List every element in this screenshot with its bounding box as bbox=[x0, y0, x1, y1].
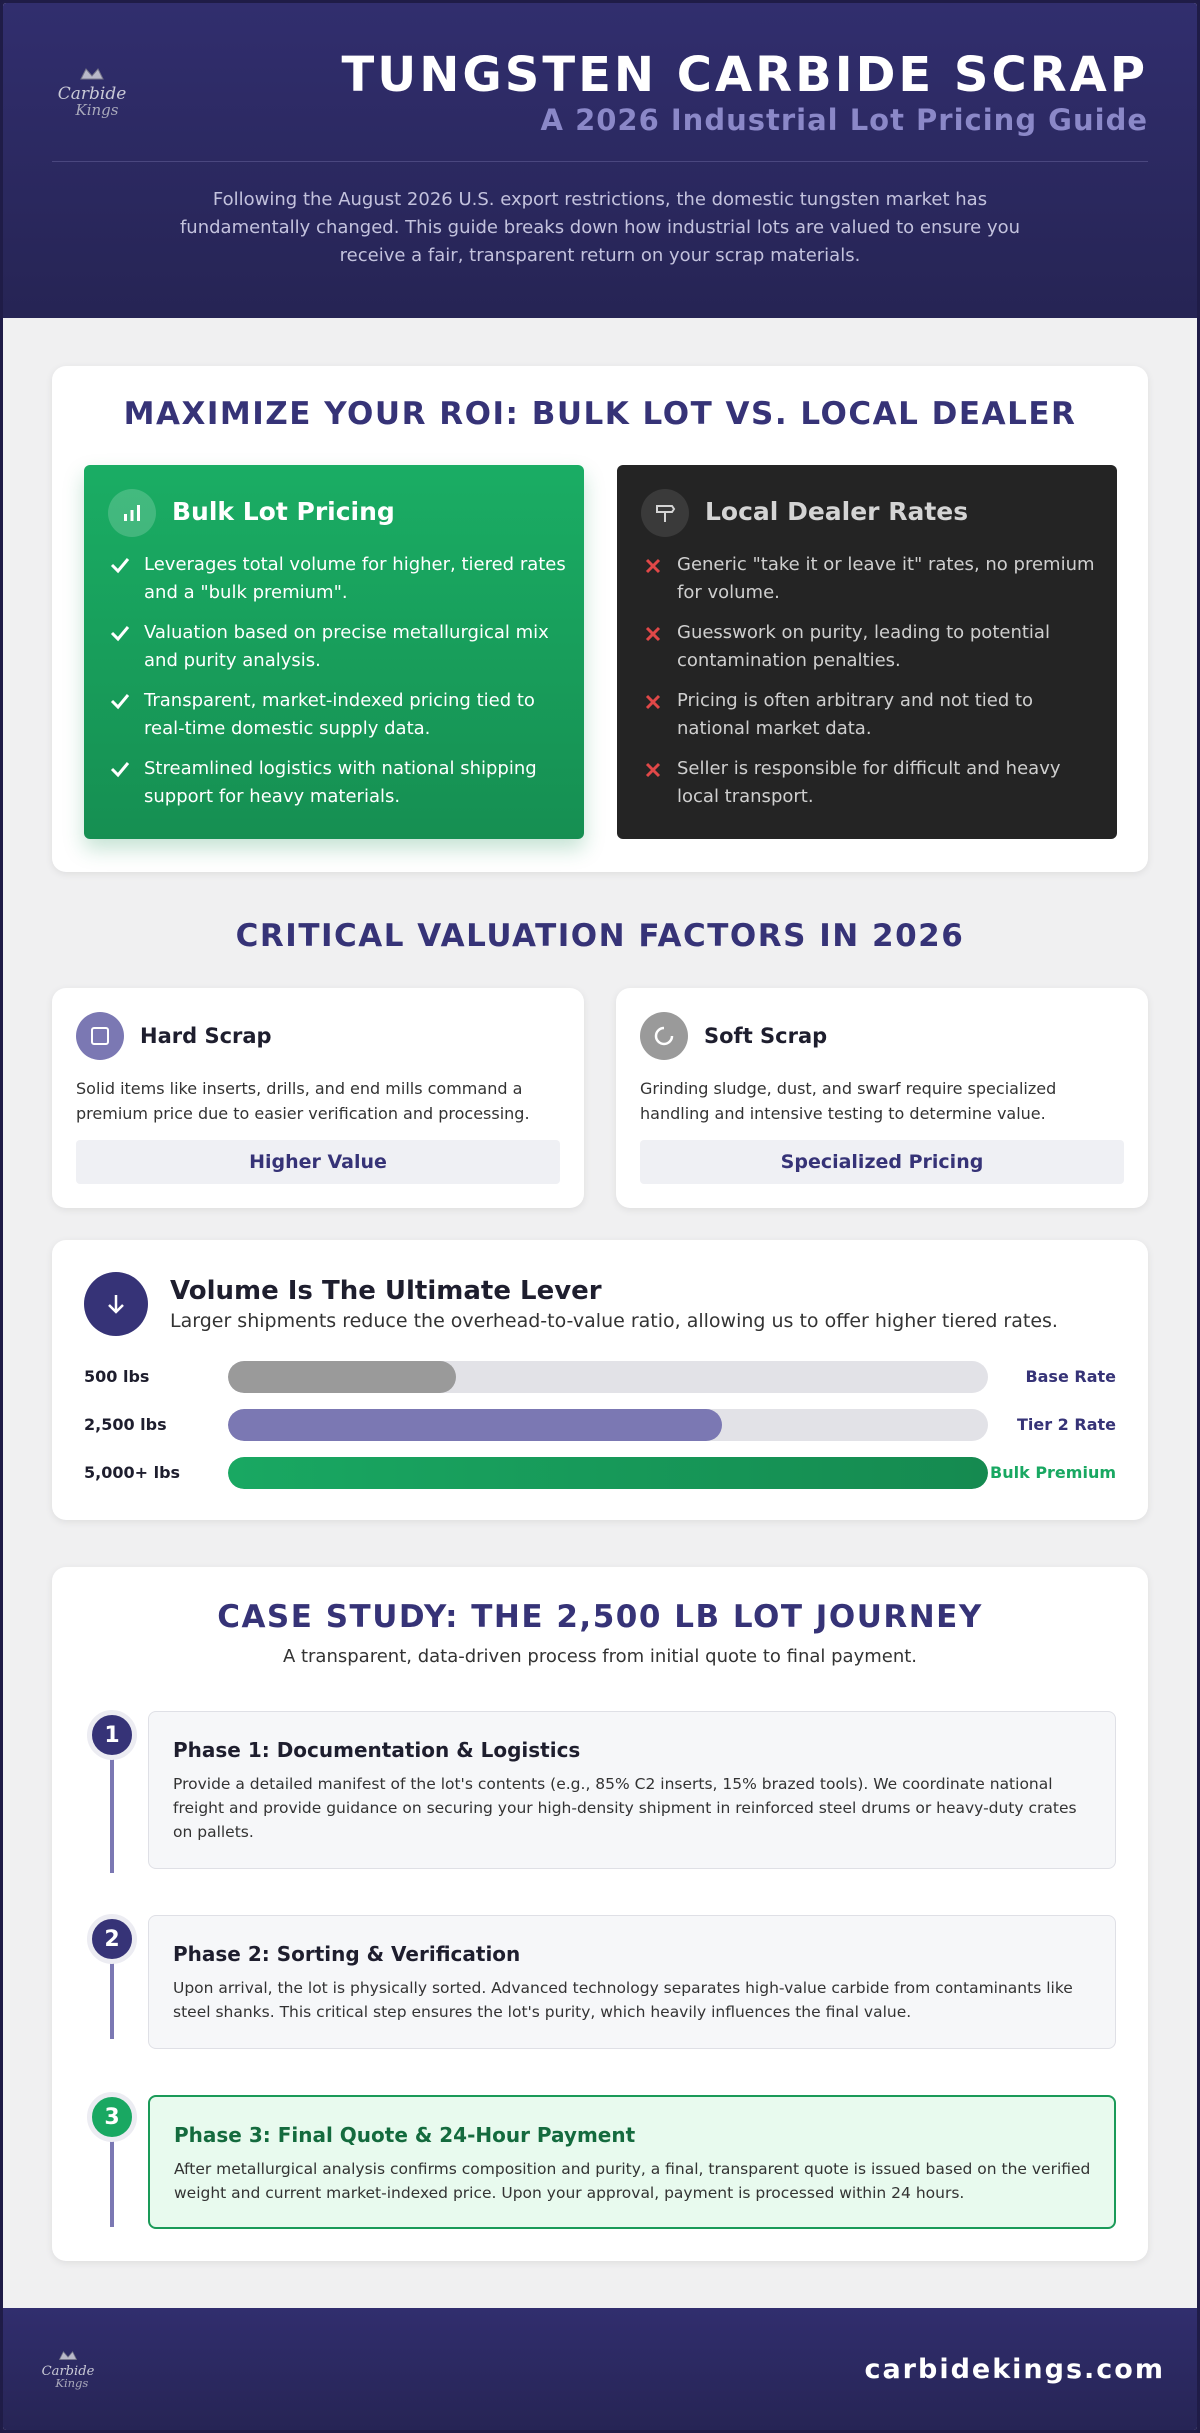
tier-weight: 5,000+ lbs bbox=[84, 1463, 181, 1482]
phase-card-final bbox=[148, 2095, 1116, 2229]
volume-heading: Volume Is The Ultimate Lever bbox=[170, 1276, 602, 1306]
tier-bar-fill bbox=[228, 1457, 988, 1489]
phase-card bbox=[148, 1711, 1116, 1869]
phase-description: Provide a detailed manifest of the lot's contents (e.g., 85% C2 inserts, 15% brazed tools). We coordinate national freight and provide guidance on securing your high-density shipment in reinforced steel drums or heavy-duty crates on pallets. bbox=[173, 1775, 1077, 1841]
hard-scrap-heading: Hard Scrap bbox=[140, 1024, 272, 1048]
tier-weight: 500 lbs bbox=[84, 1367, 150, 1386]
tier-weight: 2,500 lbs bbox=[84, 1415, 167, 1434]
phase-heading: Phase 1: Documentation & Logistics bbox=[173, 1738, 581, 1762]
check-icon bbox=[108, 621, 132, 645]
volume-tier-row bbox=[84, 1409, 1116, 1441]
soft-scrap-description: Grinding sludge, dust, and swarf require specialized handling and intensive testing to determine value. bbox=[640, 1079, 1057, 1123]
tier-bar-track bbox=[228, 1361, 988, 1393]
soft-scrap-heading: Soft Scrap bbox=[704, 1024, 828, 1048]
bar-chart-icon bbox=[108, 489, 156, 537]
list-item: Transparent, market-indexed pricing tied to real-time domestic supply data. bbox=[108, 687, 568, 743]
phase-description: After metallurgical analysis confirms composition and purity, a final, transparent quote is issued based on the verified weight and current market-indexed price. Upon your approval, payment is processed within 24 hours. bbox=[174, 2160, 1091, 2202]
soft-scrap-card bbox=[616, 988, 1148, 1208]
signpost-icon bbox=[641, 489, 689, 537]
timeline-connector bbox=[110, 1743, 114, 1873]
footer-website-link[interactable]: carbidekings.com bbox=[864, 2354, 1165, 2385]
phase-heading: Phase 2: Sorting & Verification bbox=[173, 1942, 521, 1966]
x-icon bbox=[641, 621, 665, 645]
bulk-lot-panel bbox=[84, 465, 584, 839]
bulk-lot-heading: Bulk Lot Pricing bbox=[172, 497, 395, 526]
arrow-down-icon bbox=[84, 1272, 148, 1336]
svg-text:Kings: Kings bbox=[75, 101, 119, 119]
factors-title: CRITICAL VALUATION FACTORS IN 2026 bbox=[235, 918, 965, 954]
x-icon bbox=[641, 553, 665, 577]
check-icon bbox=[108, 757, 132, 781]
local-dealer-heading: Local Dealer Rates bbox=[705, 497, 969, 526]
comparison-card bbox=[52, 366, 1148, 872]
list-item: Seller is responsible for difficult and heavy local transport. bbox=[641, 755, 1101, 811]
tier-bar-fill bbox=[228, 1361, 456, 1393]
x-icon bbox=[641, 689, 665, 713]
tier-bar-track bbox=[228, 1409, 988, 1441]
list-item: Guesswork on purity, leading to potential contamination penalties. bbox=[641, 619, 1101, 675]
footer bbox=[3, 2308, 1197, 2433]
phase-number-badge: 3 bbox=[87, 2092, 137, 2142]
square-icon bbox=[76, 1012, 124, 1060]
hard-scrap-tag: Higher Value bbox=[76, 1140, 560, 1184]
tier-rate: Tier 2 Rate bbox=[1016, 1415, 1116, 1434]
tier-bar-track bbox=[228, 1457, 988, 1489]
circle-notch-icon bbox=[640, 1012, 688, 1060]
header-divider bbox=[52, 161, 1148, 162]
carbide-kings-logo bbox=[53, 65, 131, 123]
phase-number-badge: 1 bbox=[87, 1710, 137, 1760]
carbide-kings-logo bbox=[38, 2348, 98, 2394]
volume-card bbox=[52, 1240, 1148, 1520]
soft-scrap-tag: Specialized Pricing bbox=[640, 1140, 1124, 1184]
tier-bar-fill bbox=[228, 1409, 722, 1441]
svg-text:Kings: Kings bbox=[55, 2376, 89, 2391]
case-study-card bbox=[52, 1567, 1148, 2261]
page-subtitle: A 2026 Industrial Lot Pricing Guide bbox=[540, 103, 1148, 137]
volume-tier-row bbox=[84, 1361, 1116, 1393]
tier-rate: Base Rate bbox=[1025, 1367, 1116, 1386]
phase-heading: Phase 3: Final Quote & 24-Hour Payment bbox=[174, 2123, 636, 2147]
tier-rate: Bulk Premium bbox=[990, 1463, 1116, 1482]
header bbox=[3, 3, 1197, 318]
case-study-subtitle: A transparent, data-driven process from initial quote to final payment. bbox=[282, 1646, 918, 1667]
bulk-lot-list bbox=[108, 551, 568, 823]
x-icon bbox=[641, 757, 665, 781]
intro-paragraph: Following the August 2026 U.S. export restrictions, the domestic tungsten market has fundamentally changed. This guide breaks down how industrial lots are valued to ensure you receive a fair, transparent return on your scrap materials. bbox=[179, 189, 1021, 266]
hard-scrap-description: Solid items like inserts, drills, and end mills command a premium price due to easier verification and processing. bbox=[76, 1079, 530, 1123]
page-title: TUNGSTEN CARBIDE SCRAP bbox=[341, 47, 1148, 103]
list-item: Valuation based on precise metallurgical mix and purity analysis. bbox=[108, 619, 568, 675]
hard-scrap-card bbox=[52, 988, 584, 1208]
list-item: Pricing is often arbitrary and not tied to national market data. bbox=[641, 687, 1101, 743]
volume-subheading: Larger shipments reduce the overhead-to-value ratio, allowing us to offer higher tiered rates. bbox=[170, 1310, 1058, 1332]
check-icon bbox=[108, 553, 132, 577]
list-item: Generic "take it or leave it" rates, no premium for volume. bbox=[641, 551, 1101, 607]
svg-text:Carbide: Carbide bbox=[57, 84, 127, 104]
comparison-title: MAXIMIZE YOUR ROI: BULK LOT VS. LOCAL DEALER bbox=[123, 396, 1077, 432]
phase-card bbox=[148, 1915, 1116, 2049]
case-study-title: CASE STUDY: THE 2,500 LB LOT JOURNEY bbox=[217, 1599, 983, 1635]
check-icon bbox=[108, 689, 132, 713]
local-dealer-list bbox=[641, 551, 1101, 823]
local-dealer-panel bbox=[617, 465, 1117, 839]
svg-text:Carbide: Carbide bbox=[41, 2363, 95, 2379]
volume-tier-row bbox=[84, 1457, 1116, 1489]
list-item: Streamlined logistics with national shipping support for heavy materials. bbox=[108, 755, 568, 811]
phase-description: Upon arrival, the lot is physically sorted. Advanced technology separates high-value carbide from contaminants like steel shanks. This critical step ensures the lot's purity, which heavily influences the final value. bbox=[173, 1979, 1073, 2021]
list-item: Leverages total volume for higher, tiered rates and a "bulk premium". bbox=[108, 551, 568, 607]
phase-number-badge: 2 bbox=[87, 1914, 137, 1964]
